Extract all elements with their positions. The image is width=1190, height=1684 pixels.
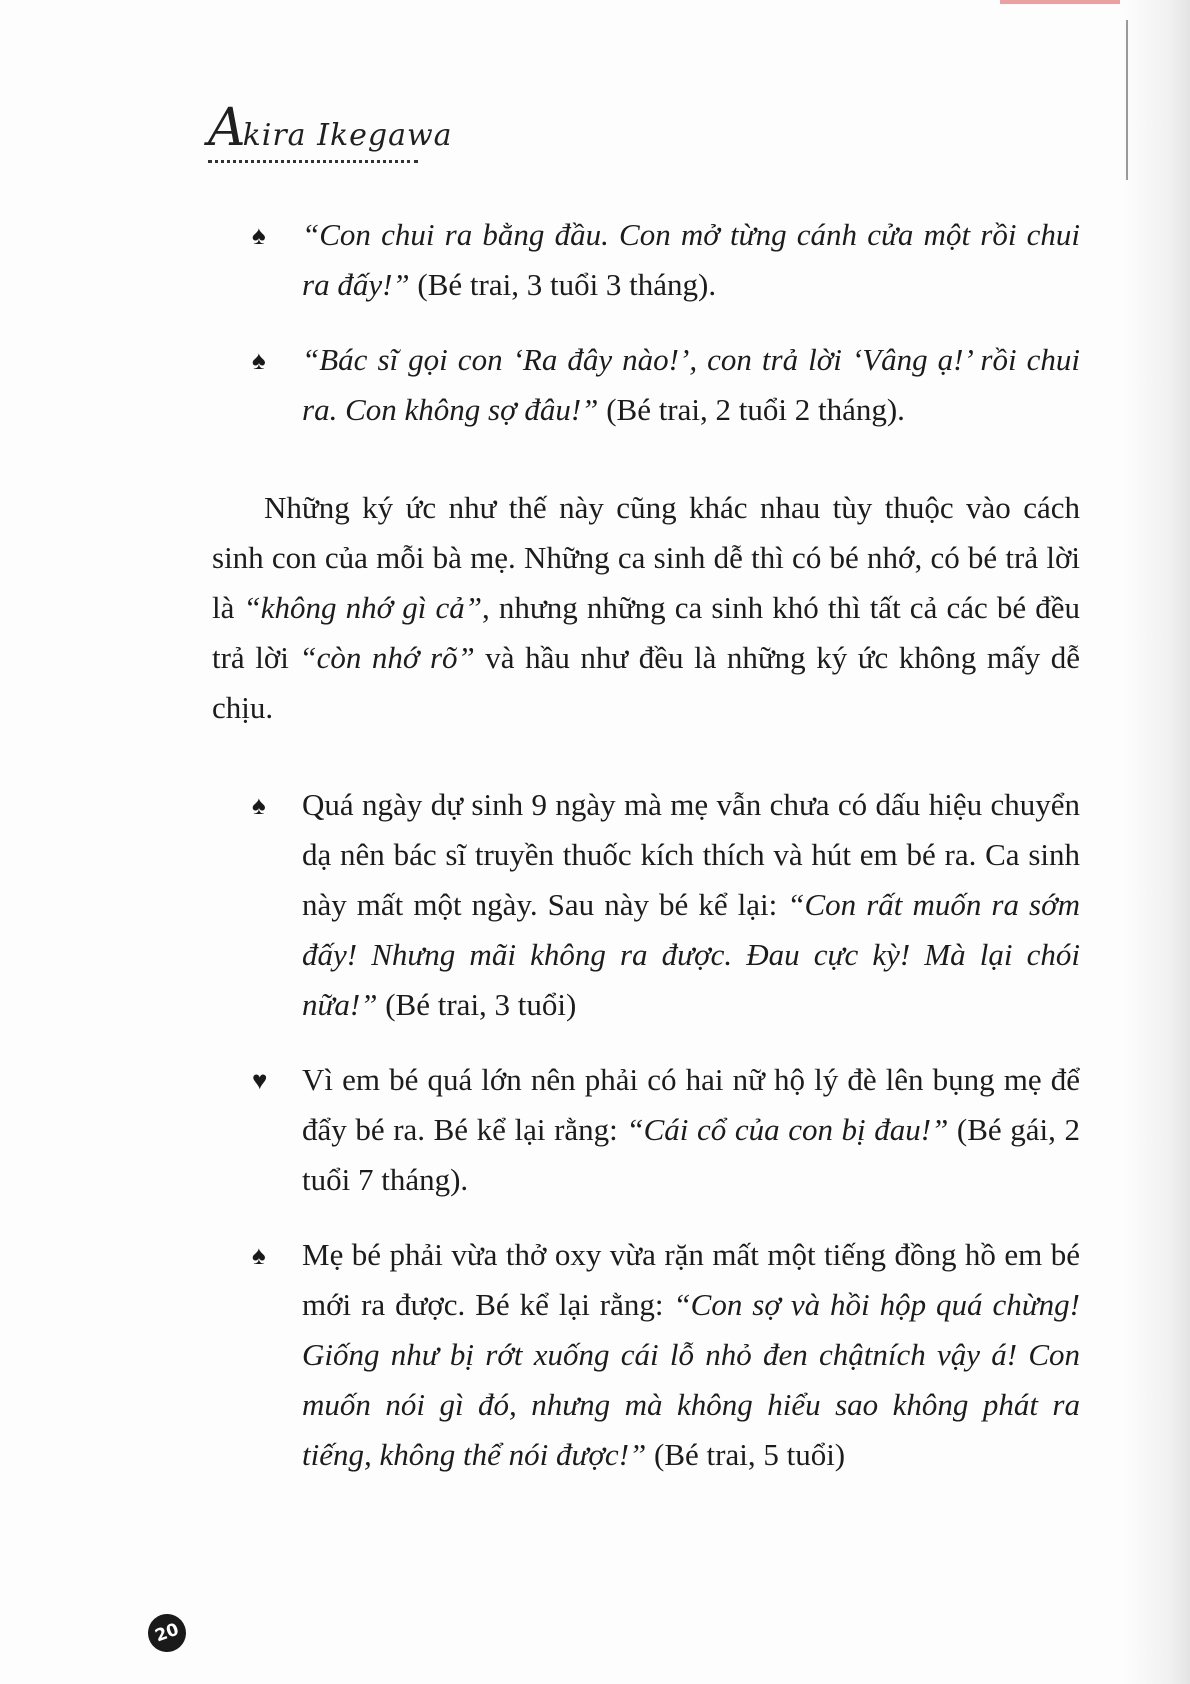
item-source: (Bé trai, 2 tuổi 2 tháng). xyxy=(598,392,905,427)
item-source: (Bé trai, 3 tuổi) xyxy=(377,987,577,1022)
paragraph-quote: “không nhớ gì cả” xyxy=(243,590,483,625)
list-item xyxy=(212,780,1080,1030)
spade-icon: ♠ xyxy=(252,1241,266,1270)
list-item xyxy=(212,1230,1080,1480)
item-quote: “Con chui ra bằng đầu. Con mở từng cánh cửa một rồi chui ra đấy!” xyxy=(302,217,1080,302)
author-name xyxy=(208,98,453,158)
list-item xyxy=(212,335,1080,435)
item-text: Mẹ bé phải vừa thở oxy vừa rặn mất một tiếng đồng hồ em bé mới ra được. Bé kể lại rằng: xyxy=(302,1237,1080,1322)
paragraph-text: và hầu như đều là những ký ức không mấy dễ chịu. xyxy=(212,640,1080,725)
item-source: (Bé trai, 5 tuổi) xyxy=(646,1437,846,1472)
paragraph-text: , nhưng những ca sinh khó thì tất cả các bé đều trả lời xyxy=(212,590,1080,675)
spade-icon: ♠ xyxy=(252,791,266,820)
author-rest: kira Ikegawa xyxy=(242,118,453,153)
item-text: Quá ngày dự sinh 9 ngày mà mẹ vẫn chưa có dấu hiệu chuyển dạ nên bác sĩ truyền thuốc kích thích và hút em bé ra. Ca sinh này mất một ngày. Sau này bé kể lại: xyxy=(302,787,1080,922)
item-source: (Bé gái, 2 tuổi 7 tháng). xyxy=(302,1112,1080,1197)
top-edge-mark xyxy=(1000,0,1120,4)
list-item xyxy=(212,210,1080,310)
item-quote: “Con rất muốn ra sớm đấy! Nhưng mãi không ra được. Đau cực kỳ! Mà lại chói nữa!” xyxy=(302,887,1080,1022)
paragraph-quote: “còn nhớ rõ” xyxy=(299,640,475,675)
item-quote: “Cái cổ của con bị đau!” xyxy=(626,1112,949,1147)
body-paragraph xyxy=(212,483,1080,733)
item-quote: “Bác sĩ gọi con ‘Ra đây nào!’, con trả lời ‘Vâng ạ!’ rồi chui ra. Con không sợ đâu!” xyxy=(302,342,1080,427)
item-text: Vì em bé quá lớn nên phải có hai nữ hộ lý đè lên bụng mẹ để đẩy bé ra. Bé kể lại rằng: xyxy=(302,1062,1080,1147)
paragraph-text: Những ký ức như thế này cũng khác nhau tùy thuộc vào cách sinh con của mỗi bà mẹ. Những ca sinh dễ thì có bé nhớ, có bé trả lời là xyxy=(212,490,1080,625)
heart-icon: ♥ xyxy=(252,1066,268,1095)
binding-line xyxy=(1126,20,1128,180)
author-initial: A xyxy=(208,98,247,158)
item-source: (Bé trai, 3 tuổi 3 tháng). xyxy=(409,267,717,302)
spade-icon: ♠ xyxy=(252,346,266,375)
item-quote: “Con sợ và hồi hộp quá chừng! Giống như bị rớt xuống cái lỗ nhỏ đen chậtních vậy á! Con muốn nói gì đó, nhưng mà không hiểu sao không phát ra tiếng, không thể nói được!” xyxy=(302,1287,1081,1472)
header-dotted-rule xyxy=(208,160,418,163)
running-header xyxy=(208,98,453,163)
page-binding-edge xyxy=(1122,0,1190,1684)
list-item xyxy=(212,1055,1080,1205)
page-body xyxy=(212,210,1080,1480)
page-number-badge: 20 xyxy=(143,1609,192,1658)
spade-icon: ♠ xyxy=(252,221,266,250)
